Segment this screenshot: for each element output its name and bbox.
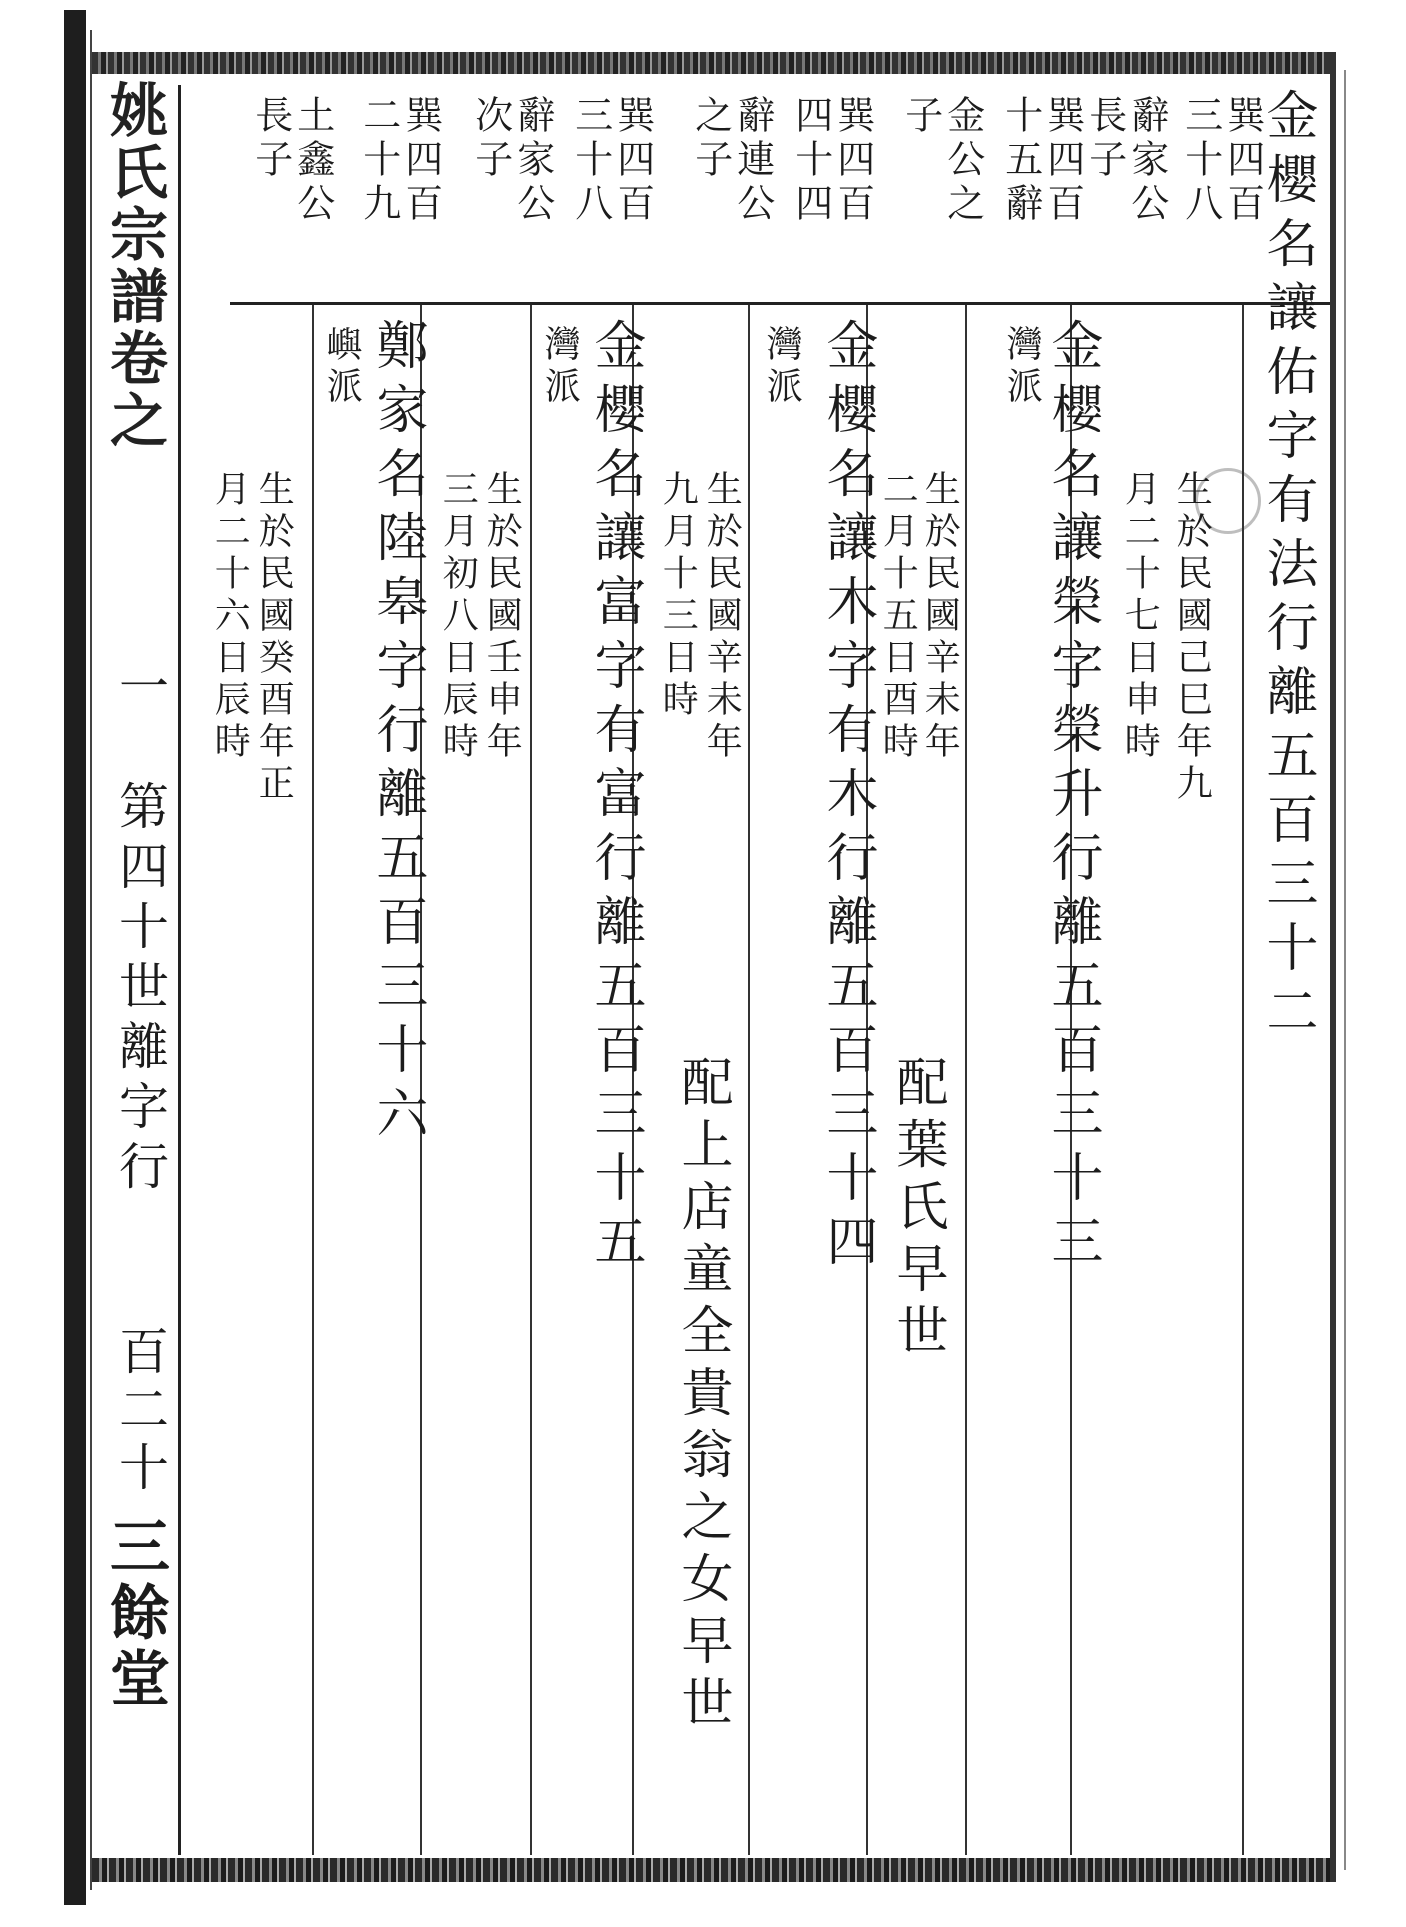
generation-cell-2b: 長子 [1082, 95, 1127, 183]
column-divider [1242, 305, 1244, 1855]
entry-5-main: 鄭家名陸皋字行離五百三十六 [367, 318, 427, 1150]
top-border [92, 52, 1332, 74]
generation-cell-5b: 四十四 [788, 95, 833, 227]
entry-4-main: 金櫻名讓富字有富行離五百三十五 [585, 318, 645, 1278]
entry-2-spouse: 配葉氏早世 [887, 1055, 947, 1365]
left-border [64, 10, 86, 1905]
entry-3-origin: 灣派 [761, 325, 803, 409]
generation-row-divider [230, 302, 1330, 305]
generation-cell-10b: 長子 [248, 95, 293, 183]
entry-5-birth-line-2: 月二十六日辰時 [209, 470, 251, 764]
spine-title: 姚氏宗譜卷之 [100, 80, 168, 452]
generation-cell-8b: 次子 [468, 95, 513, 183]
generation-cell-1b: 三十八 [1178, 95, 1223, 227]
entry-2-birth-line-1: 生於民國辛未年 [919, 470, 961, 764]
right-border-outer [1344, 70, 1346, 1870]
column-divider [312, 305, 314, 1855]
entry-5-origin: 嶼派 [321, 325, 363, 409]
entry-4-birth-line-2: 三月初八日辰時 [437, 470, 479, 764]
entry-3-birth-line-1: 生於民國辛未年 [701, 470, 743, 764]
column-divider [530, 305, 532, 1855]
entry-2-birth-line-2: 二月十五日酉時 [877, 470, 919, 764]
generation-cell-7b: 三十八 [568, 95, 613, 227]
generation-cell-4a: 金公之 [940, 95, 985, 227]
entry-3-main: 金櫻名讓木字有木行離五百三十四 [817, 318, 877, 1278]
generation-cell-9a: 巽四百 [398, 95, 443, 227]
entry-4-birth-line-1: 生於民國壬申年 [481, 470, 523, 764]
entry-2-main: 金櫻名讓榮字榮升行離五百三十三 [1042, 318, 1102, 1278]
entry-3-birth-line-2: 九月十三日時 [657, 470, 699, 722]
entry-1-birth-line-1: 生於民國己巳年九 [1171, 470, 1213, 806]
generation-cell-3b: 十五辭 [998, 95, 1043, 227]
spine-chapter-label: 一 第四十世離字行 [111, 660, 169, 1200]
generation-cell-7a: 巽四百 [610, 95, 655, 227]
generation-cell-1a: 巽四百 [1220, 95, 1265, 227]
generation-cell-6b: 之子 [688, 95, 733, 183]
column-divider [748, 305, 750, 1855]
generation-cell-6a: 辭連公 [730, 95, 775, 227]
spine-divider [178, 85, 181, 1855]
spine-page-number: 百二十 [111, 1325, 169, 1499]
right-border [1330, 52, 1336, 1882]
column-divider [965, 305, 967, 1855]
entry-1-birth-line-2: 月二十七日申時 [1119, 470, 1161, 764]
generation-cell-4b: 子 [898, 95, 943, 139]
generation-cell-5a: 巽四百 [830, 95, 875, 227]
bottom-border [92, 1858, 1332, 1882]
generation-cell-9b: 二十九 [356, 95, 401, 227]
entry-2-origin: 灣派 [1001, 325, 1043, 409]
generation-cell-8a: 辭家公 [510, 95, 555, 227]
generation-cell-2a: 辭家公 [1124, 95, 1169, 227]
entry-3-spouse: 配上店童全貴翁之女早世 [672, 1055, 732, 1737]
entry-5-birth-line-1: 生於民國癸酉年正 [253, 470, 295, 806]
generation-cell-3a: 巽四百 [1040, 95, 1085, 227]
spine-hall-name: 三餘堂 [100, 1515, 170, 1713]
entry-4-origin: 灣派 [539, 325, 581, 409]
entry-1-main: 金櫻名讓佑字有法行離五百三十二 [1257, 88, 1317, 1048]
generation-cell-10a: 土鑫公 [290, 95, 335, 227]
